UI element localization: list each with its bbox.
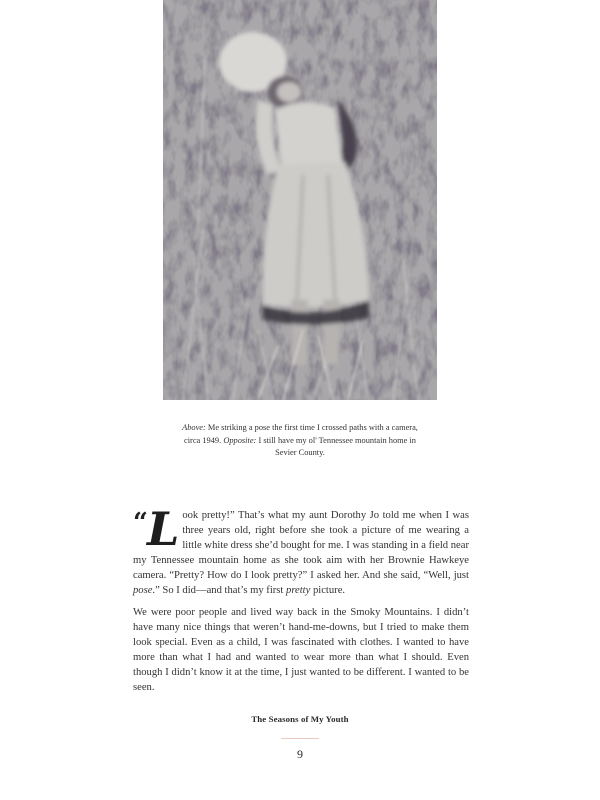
body-text: [133, 502, 469, 695]
drop-cap: [133, 502, 180, 556]
paragraph-1-text-2: .” So I did—and that’s my first: [152, 585, 287, 596]
caption-label-above: Above:: [182, 423, 206, 432]
paragraph-1-emphasis-pose: pose: [133, 585, 153, 596]
paragraph-1-emphasis-pretty: pretty: [286, 585, 311, 596]
caption-label-opposite: Opposite:: [223, 435, 257, 445]
photo-illustration: [163, 0, 437, 400]
drop-cap-quote-mark: “: [133, 508, 148, 538]
drop-cap-letter: L: [146, 502, 180, 556]
running-footer-book-title: The Seasons of My Youth: [251, 714, 349, 724]
paragraph-1-text: ook pretty!” That’s what my aunt Dorothy Jo told me when I was three years old, right before she took a picture of me wearing a little white dress she’d bought for me. I was standing in a field near my Tennessee mountain home as she took aim with her Brownie Hawkeye camera. “Pretty? How do I look pretty?” I asked her. And she said, “Well, just: [133, 510, 469, 581]
paragraph-1-text-3: picture.: [310, 585, 346, 596]
page-number: 9: [297, 747, 303, 761]
footer-divider: [281, 738, 319, 739]
paragraph-2: We were poor people and lived way back in the Smoky Mountains. I didn’t have many nice things that weren’t hand-me-downs, but I tried to make them look special. Even as a child, I was fascinated with clothes. I wanted to have more than what I had and wanted to wear more than what I should. Even though I didn’t know it at the time, I just wanted to be different. I wanted to be seen.: [133, 607, 469, 693]
photo-girl-in-field: [163, 0, 437, 400]
caption-text-opposite: I still have my ol' Tennessee mountain home in Sevier County.: [256, 435, 416, 458]
caption-text-above: Me striking a pose the first time I crossed paths with a camera, circa 1949.: [184, 423, 418, 445]
photo-caption: [180, 422, 420, 460]
paragraph-1: [133, 502, 469, 598]
